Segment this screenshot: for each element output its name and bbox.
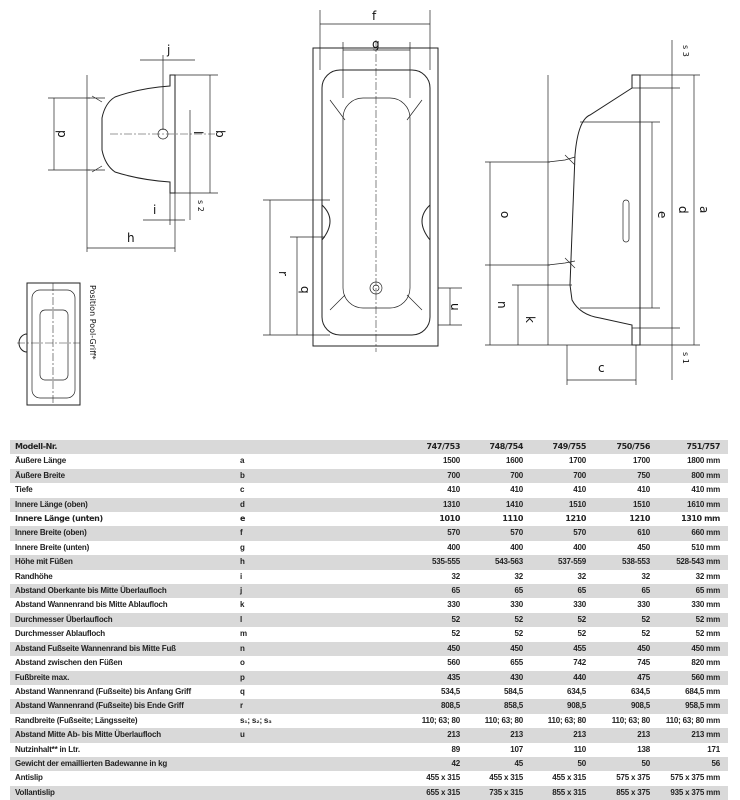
value-model-4: 410 (637, 485, 650, 495)
value-model-3: 908,5 (566, 701, 586, 711)
label-pool-griff: Position Pool-Griff* (88, 285, 97, 360)
value-model-3: 213 (573, 730, 586, 740)
value-model-1: 570 (447, 528, 460, 538)
row-letter (235, 786, 395, 800)
value-model-1: 110; 63; 80 (421, 715, 460, 725)
row-letter: k (240, 600, 245, 610)
label-s2: s 2 (196, 200, 205, 212)
label-f: f (372, 9, 377, 23)
value-model-2: 584,5 (503, 686, 523, 696)
value-model-2: 748/754 (489, 442, 523, 451)
row-letter: b (240, 470, 245, 480)
label-e: e (655, 211, 669, 219)
label-l: l (191, 131, 205, 135)
value-model-4: 330 (637, 600, 650, 610)
value-model-2: 430 (510, 672, 523, 682)
table-row (10, 786, 728, 800)
value-model-3: 110; 63; 80 (547, 715, 586, 725)
row-letter: l (240, 614, 243, 624)
value-model-4: 52 (641, 629, 650, 639)
value-model-4: 610 (637, 528, 650, 538)
value-model-2: 1410 (506, 499, 523, 509)
table-row (10, 642, 728, 656)
table-row (10, 671, 728, 685)
row-label: Abstand zwischen den Füßen (15, 658, 123, 668)
value-model-2: 45 (514, 758, 523, 768)
row-letter: e (240, 514, 246, 524)
value-model-1: 52 (451, 629, 460, 639)
value-model-4: 855 x 375 (616, 787, 650, 797)
value-model-1: 450 (447, 643, 460, 653)
value-model-5: 1610 mm (687, 499, 720, 509)
value-model-3: 52 (577, 629, 586, 639)
table-row (10, 570, 728, 584)
label-k: k (523, 316, 537, 323)
row-label: Abstand Oberkante bis Mitte Überlaufloch (15, 586, 167, 596)
value-model-3: 440 (573, 672, 586, 682)
value-model-3: 65 (577, 586, 586, 596)
value-model-2: 450 (510, 643, 523, 653)
value-model-5: 560 mm (691, 672, 720, 682)
value-model-3: 330 (573, 600, 586, 610)
value-model-5: 450 mm (691, 643, 720, 653)
value-model-4: 538-553 (622, 557, 650, 567)
value-model-2: 543-563 (495, 557, 523, 567)
value-model-1: 89 (451, 744, 460, 754)
row-label: Nutzinhalt** in Ltr. (15, 744, 80, 754)
value-model-2: 330 (510, 600, 523, 610)
table-row (10, 555, 728, 569)
row-letter: r (240, 701, 243, 711)
row-letter: q (240, 686, 245, 696)
top-view (263, 9, 462, 352)
value-model-4: 450 (637, 542, 650, 552)
value-model-5: 935 x 375 mm (670, 787, 720, 797)
label-j: j (167, 43, 171, 57)
row-label: Antislip (15, 773, 43, 783)
row-letter: f (240, 528, 243, 538)
row-letter: n (240, 643, 245, 653)
row-label: Innere Länge (unten) (15, 514, 103, 524)
row-letter: m (240, 629, 247, 639)
row-label: Äußere Länge (15, 456, 66, 466)
table-row (10, 743, 728, 757)
value-model-3: 455 x 315 (552, 773, 586, 783)
value-model-3: 32 (577, 571, 586, 581)
value-model-5: 171 (707, 744, 720, 754)
value-model-1: 65 (451, 586, 460, 596)
row-label: Fußbreite max. (15, 672, 70, 682)
value-model-1: 700 (447, 470, 460, 480)
row-letter (235, 440, 395, 454)
label-g: g (372, 37, 380, 51)
value-model-4: 450 (637, 643, 650, 653)
value-model-1: 560 (447, 658, 460, 668)
value-model-1: 534,5 (440, 686, 460, 696)
table-row (10, 728, 728, 742)
value-model-1: 535-555 (432, 557, 460, 567)
value-model-4: 634,5 (630, 686, 650, 696)
label-q: q (298, 286, 312, 294)
table-header-row (10, 440, 728, 454)
row-label: Innere Breite (unten) (15, 542, 90, 552)
value-model-5: 110; 63; 80 mm (665, 715, 720, 725)
value-model-4: 475 (637, 672, 650, 682)
value-model-1: 42 (451, 758, 460, 768)
value-model-4: 52 (641, 614, 650, 624)
value-model-3: 400 (573, 542, 586, 552)
value-model-1: 1500 (443, 456, 460, 466)
value-model-3: 700 (573, 470, 586, 480)
value-model-2: 700 (510, 470, 523, 480)
value-model-4: 50 (641, 758, 650, 768)
label-d: d (676, 206, 690, 214)
value-model-5: 1800 mm (687, 456, 720, 466)
value-model-1: 808,5 (440, 701, 460, 711)
table-row (10, 714, 728, 728)
value-model-5: 410 mm (691, 485, 720, 495)
value-model-3: 749/755 (552, 442, 586, 451)
label-s1: s 1 (681, 352, 690, 364)
value-model-1: 52 (451, 614, 460, 624)
value-model-4: 213 (637, 730, 650, 740)
row-letter: d (240, 499, 245, 509)
table-row (10, 454, 728, 468)
pool-grip-view (17, 283, 97, 405)
row-letter (235, 743, 395, 757)
cross-section-view (48, 43, 227, 252)
table-row (10, 469, 728, 483)
row-label: Äußere Breite (15, 470, 65, 480)
value-model-5: 32 mm (695, 571, 720, 581)
value-model-5: 52 mm (695, 614, 720, 624)
value-model-5: 820 mm (691, 658, 720, 668)
value-model-4: 32 (641, 571, 650, 581)
value-model-1: 1310 (443, 499, 460, 509)
row-letter: s₁; s₂; s₃ (240, 715, 272, 725)
table-row (10, 512, 728, 526)
label-p: p (55, 130, 69, 138)
value-model-1: 32 (451, 571, 460, 581)
table-row (10, 757, 728, 771)
table-row (10, 685, 728, 699)
value-model-5: 751/757 (686, 442, 720, 451)
row-label: Modell-Nr. (15, 442, 57, 451)
table-row (10, 627, 728, 641)
value-model-1: 410 (447, 485, 460, 495)
value-model-2: 107 (510, 744, 523, 754)
value-model-1: 213 (447, 730, 460, 740)
row-label: Abstand Wannenrand (Fußseite) bis Anfang Griff (15, 686, 191, 696)
value-model-2: 213 (510, 730, 523, 740)
row-letter: p (240, 672, 245, 682)
row-label: Abstand Fußseite Wannenrand bis Mitte Fuß (15, 643, 176, 653)
row-letter: a (240, 456, 245, 466)
row-label: Randbreite (Fußseite; Längsseite) (15, 715, 138, 725)
side-view (485, 40, 711, 385)
value-model-4: 750 (637, 470, 650, 480)
row-label: Vollantislip (15, 787, 55, 797)
row-label: Innere Breite (oben) (15, 528, 87, 538)
value-model-4: 138 (637, 744, 650, 754)
value-model-3: 1700 (569, 456, 586, 466)
value-model-3: 50 (577, 758, 586, 768)
table-row (10, 541, 728, 555)
row-letter: i (240, 571, 243, 581)
value-model-2: 1110 (502, 514, 523, 524)
table-row (10, 483, 728, 497)
label-a: a (697, 206, 711, 214)
label-n: n (495, 301, 509, 309)
value-model-1: 400 (447, 542, 460, 552)
value-model-5: 213 mm (691, 730, 720, 740)
row-letter: g (240, 542, 245, 552)
value-model-4: 65 (641, 586, 650, 596)
row-label: Gewicht der emaillierten Badewanne in kg (15, 758, 168, 768)
table-row (10, 498, 728, 512)
row-label: Abstand Wannenrand bis Mitte Ablaufloch (15, 600, 168, 610)
value-model-5: 958,5 mm (685, 701, 720, 711)
value-model-3: 634,5 (566, 686, 586, 696)
row-label: Innere Länge (oben) (15, 499, 88, 509)
row-label: Durchmesser Ablaufloch (15, 629, 105, 639)
value-model-2: 570 (510, 528, 523, 538)
value-model-2: 735 x 315 (489, 787, 523, 797)
value-model-4: 110; 63; 80 (611, 715, 650, 725)
value-model-3: 537-559 (558, 557, 586, 567)
value-model-2: 52 (514, 614, 523, 624)
value-model-3: 52 (577, 614, 586, 624)
row-label: Randhöhe (15, 571, 53, 581)
value-model-2: 858,5 (503, 701, 523, 711)
value-model-2: 52 (514, 629, 523, 639)
value-model-2: 1600 (506, 456, 523, 466)
value-model-1: 655 x 315 (426, 787, 460, 797)
table-row (10, 771, 728, 785)
value-model-3: 855 x 315 (552, 787, 586, 797)
value-model-5: 65 mm (695, 586, 720, 596)
value-model-3: 410 (573, 485, 586, 495)
value-model-2: 110; 63; 80 (484, 715, 523, 725)
value-model-4: 1210 (629, 514, 650, 524)
row-label: Höhe mit Füßen (15, 557, 73, 567)
value-model-2: 65 (514, 586, 523, 596)
row-letter (235, 771, 395, 785)
value-model-1: 330 (447, 600, 460, 610)
value-model-4: 1700 (633, 456, 650, 466)
table-row (10, 598, 728, 612)
row-label: Abstand Wannenrand (Fußseite) bis Ende Griff (15, 701, 184, 711)
value-model-5: 510 mm (691, 542, 720, 552)
row-letter (235, 757, 395, 771)
value-model-5: 575 x 375 mm (670, 773, 720, 783)
table-row (10, 584, 728, 598)
label-o: o (498, 211, 512, 219)
value-model-4: 908,5 (630, 701, 650, 711)
value-model-5: 52 mm (695, 629, 720, 639)
row-letter: c (240, 485, 245, 495)
value-model-5: 684,5 mm (685, 686, 720, 696)
value-model-2: 400 (510, 542, 523, 552)
table-row (10, 699, 728, 713)
value-model-4: 575 x 375 (616, 773, 650, 783)
value-model-2: 410 (510, 485, 523, 495)
row-label: Abstand Mitte Ab- bis Mitte Überlaufloch (15, 730, 161, 740)
value-model-3: 455 (573, 643, 586, 653)
value-model-5: 660 mm (691, 528, 720, 538)
label-r: r (276, 271, 290, 276)
label-i: i (153, 203, 157, 217)
value-model-3: 570 (573, 528, 586, 538)
value-model-5: 330 mm (691, 600, 720, 610)
row-letter: o (240, 658, 245, 668)
row-letter: u (240, 730, 245, 740)
value-model-3: 1210 (565, 514, 586, 524)
label-c: c (598, 361, 605, 375)
value-model-5: 1310 mm (681, 514, 720, 524)
value-model-2: 455 x 315 (489, 773, 523, 783)
label-h: h (127, 231, 135, 245)
row-letter: h (240, 557, 245, 567)
table-row (10, 656, 728, 670)
value-model-2: 32 (514, 571, 523, 581)
value-model-5: 56 (711, 758, 720, 768)
row-label: Durchmesser Überlaufloch (15, 614, 113, 624)
value-model-3: 742 (573, 658, 586, 668)
label-s3: s 3 (681, 45, 690, 57)
value-model-1: 747/753 (426, 442, 460, 451)
table-row (10, 613, 728, 627)
table-row (10, 526, 728, 540)
value-model-4: 745 (637, 658, 650, 668)
row-label: Tiefe (15, 485, 33, 495)
value-model-5: 528-543 mm (676, 557, 720, 567)
value-model-5: 800 mm (691, 470, 720, 480)
value-model-3: 110 (573, 744, 586, 754)
value-model-1: 1010 (439, 514, 460, 524)
value-model-3: 1510 (569, 499, 586, 509)
value-model-1: 455 x 315 (426, 773, 460, 783)
value-model-4: 1510 (633, 499, 650, 509)
label-u: u (448, 303, 462, 311)
label-b: b (213, 130, 227, 138)
row-letter: j (240, 586, 243, 596)
value-model-1: 435 (447, 672, 460, 682)
dimensions-table (10, 440, 728, 800)
value-model-2: 655 (510, 658, 523, 668)
value-model-4: 750/756 (616, 442, 650, 451)
